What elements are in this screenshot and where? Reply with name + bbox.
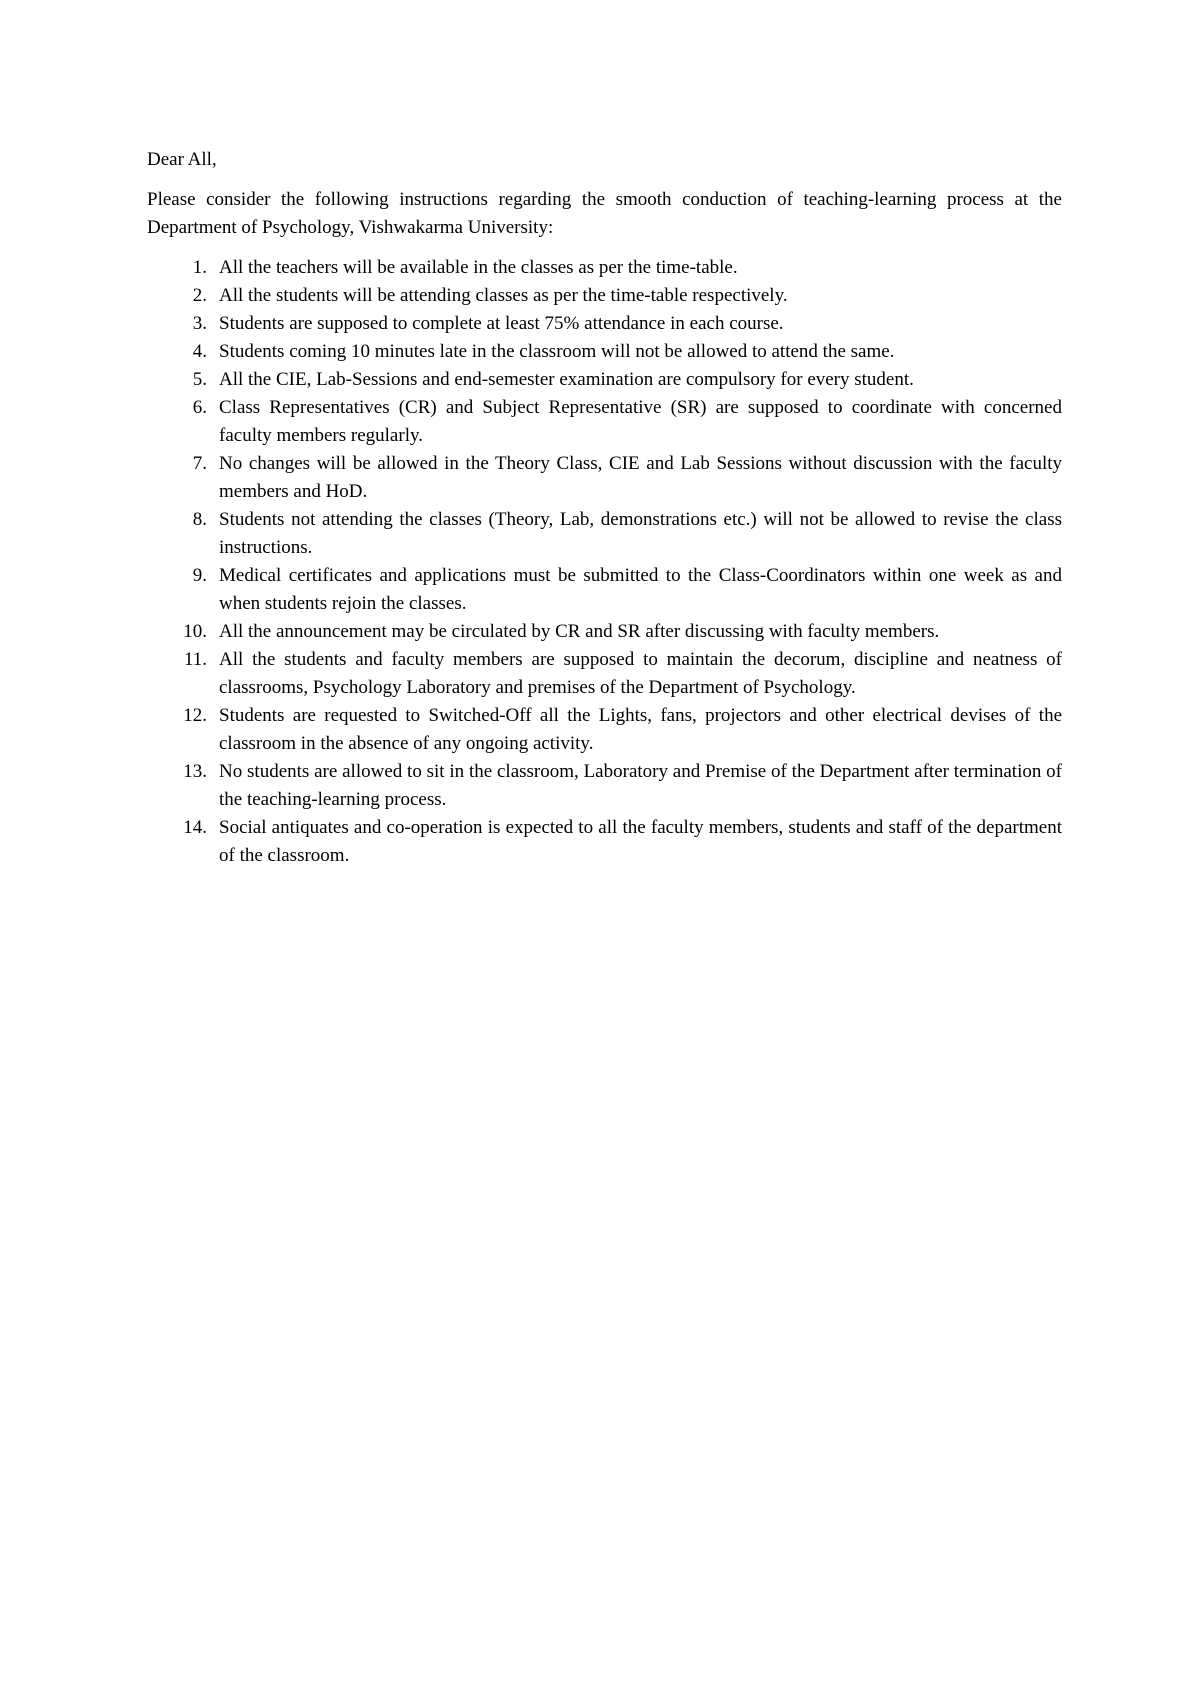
letter-body — [147, 146, 1062, 870]
item-text: Students are requested to Switched-Off all the Lights, fans, projectors and other electrical devises of the classroom in the absence of any ongoing activity. — [219, 705, 1062, 754]
instruction-item-4 — [147, 338, 1062, 366]
item-text: Social antiquates and co-operation is expected to all the faculty members, students and staff of the department of the classroom. — [219, 817, 1062, 866]
item-number: 6. — [192, 397, 207, 418]
instruction-item-5 — [147, 366, 1062, 394]
item-text: Students not attending the classes (Theory, Lab, demonstrations etc.) will not be allowed to revise the class instructions. — [219, 509, 1062, 558]
item-number: 9. — [192, 565, 207, 586]
item-number: 3. — [192, 313, 207, 334]
salutation: Dear All, — [147, 149, 217, 170]
item-number: 11. — [183, 649, 207, 670]
instruction-item-9 — [147, 562, 1062, 618]
item-text: All the students will be attending classes as per the time-table respectively. — [219, 285, 788, 306]
item-number: 4. — [192, 341, 207, 362]
instruction-item-2 — [147, 282, 1062, 310]
item-number: 13. — [183, 761, 207, 782]
item-number: 1. — [192, 257, 207, 278]
item-number: 2. — [192, 285, 207, 306]
item-text: All the CIE, Lab-Sessions and end-semester examination are compulsory for every student. — [219, 369, 914, 390]
item-text: All the teachers will be available in the classes as per the time-table. — [219, 257, 738, 278]
item-text: Medical certificates and applications must be submitted to the Class-Coordinators within one week as and when students rejoin the classes. — [219, 565, 1062, 614]
item-text: Students coming 10 minutes late in the classroom will not be allowed to attend the same. — [219, 341, 895, 362]
intro-paragraph: Please consider the following instructions regarding the smooth conduction of teaching-learning process at the Department of Psychology, Vishwakarma University: — [147, 189, 1062, 238]
item-text: All the students and faculty members are supposed to maintain the decorum, discipline and neatness of classrooms, Psychology Laboratory and premises of the Department of Psychology. — [219, 649, 1062, 698]
item-text: Class Representatives (CR) and Subject Representative (SR) are supposed to coordinate with concerned faculty members regularly. — [219, 397, 1062, 446]
instruction-item-3 — [147, 310, 1062, 338]
instruction-item-6 — [147, 394, 1062, 450]
instruction-item-8 — [147, 506, 1062, 562]
instruction-item-11 — [147, 646, 1062, 702]
item-text: Students are supposed to complete at least 75% attendance in each course. — [219, 313, 784, 334]
item-number: 7. — [192, 453, 207, 474]
item-number: 12. — [183, 705, 207, 726]
item-number: 14. — [183, 817, 207, 838]
instruction-item-1 — [147, 254, 1062, 282]
instruction-item-14 — [147, 814, 1062, 870]
instruction-item-13 — [147, 758, 1062, 814]
item-number: 10. — [183, 621, 207, 642]
item-text: No changes will be allowed in the Theory Class, CIE and Lab Sessions without discussion with the faculty members and HoD. — [219, 453, 1062, 502]
item-text: No students are allowed to sit in the classroom, Laboratory and Premise of the Department after termination of the teaching-learning process. — [219, 761, 1062, 810]
instruction-item-12 — [147, 702, 1062, 758]
instruction-item-10 — [147, 618, 1062, 646]
item-text: All the announcement may be circulated by CR and SR after discussing with faculty members. — [219, 621, 940, 642]
instructions-list — [147, 254, 1062, 870]
item-number: 8. — [192, 509, 207, 530]
item-number: 5. — [192, 369, 207, 390]
instruction-item-7 — [147, 450, 1062, 506]
